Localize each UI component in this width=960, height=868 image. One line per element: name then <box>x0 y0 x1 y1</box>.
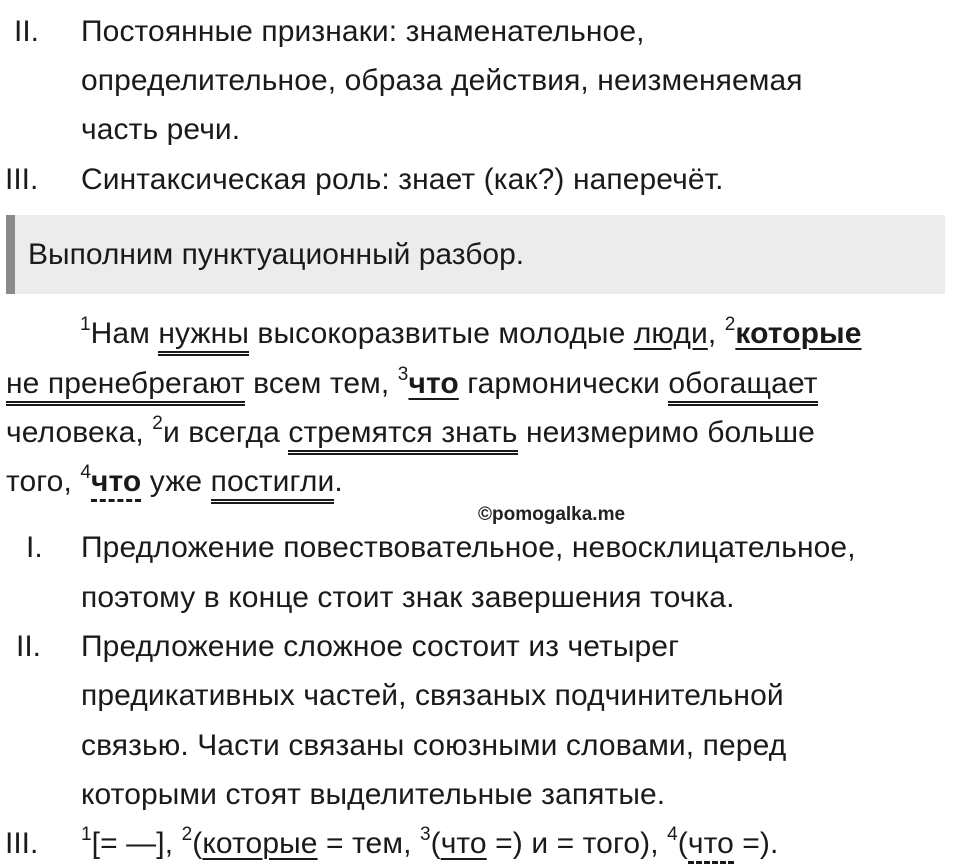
part-index: 2 <box>724 314 736 335</box>
callout-text: Выполним пунктуационный разбор. <box>28 238 525 271</box>
text-line: Постоянные признаки: знаменательное, <box>81 15 645 48</box>
sentence-line <box>6 364 818 404</box>
part-index: 2 <box>181 824 193 845</box>
part-index: 2 <box>152 413 163 434</box>
word: того, <box>6 465 81 498</box>
word: , <box>707 317 725 350</box>
part-index: 3 <box>419 824 431 845</box>
text-line: которыми стоят выделительные запятые. <box>81 778 666 811</box>
scheme-line <box>81 824 778 864</box>
part-index: 4 <box>80 462 91 483</box>
predicate-word: обогащает <box>668 367 817 406</box>
text-line: Синтаксическая роль: знает (как?) наперечёт. <box>81 163 724 196</box>
scheme-conjunctive-word: что <box>440 827 487 860</box>
conjunctive-word: что <box>91 465 141 502</box>
list-number: III. <box>5 163 39 196</box>
scheme-part: = тем, <box>317 827 420 860</box>
subject-word: люди <box>633 317 708 350</box>
list-number: II. <box>14 15 40 48</box>
predicate-word: нужны <box>158 317 249 356</box>
scheme-part: [= —], <box>91 827 182 860</box>
word: высокоразвитые молодые <box>249 317 634 350</box>
part-index: 3 <box>397 364 409 385</box>
scheme-part: ( <box>430 827 441 860</box>
word: всем тем, <box>244 367 398 400</box>
sentence-line <box>6 462 343 502</box>
part-index: 1 <box>80 314 91 335</box>
watermark: ©pomogalka.me <box>478 504 626 525</box>
list-number: I. <box>26 531 43 564</box>
text-line: предикативных частей, связаных подчинительной <box>81 679 784 712</box>
scheme-conjunctive-word: что <box>688 827 734 864</box>
word: гармонически <box>458 367 669 400</box>
conjunctive-word: которые <box>735 317 862 350</box>
text-line: поэтому в конце стоит знак завершения точка. <box>81 581 735 614</box>
conjunctive-word: что <box>408 367 459 400</box>
text-line: Предложение повествовательное, невосклицательное, <box>81 531 856 564</box>
scheme-part: ( <box>677 827 688 860</box>
text-line: Предложение сложное состоит из четырег <box>81 630 680 663</box>
sentence-line <box>6 413 815 453</box>
text-line: часть речи. <box>81 113 241 146</box>
word: Нам <box>90 317 159 350</box>
callout-box <box>6 215 945 294</box>
part-index: 4 <box>667 824 678 845</box>
text-line: связью. Части связаны союзными словами, перед <box>81 729 787 762</box>
sentence-line <box>80 314 862 354</box>
word: неизмеримо больше <box>517 416 815 449</box>
list-number: III. <box>5 827 39 860</box>
scheme-part: =). <box>733 827 779 860</box>
scheme-conjunctive-word: которые <box>202 827 318 860</box>
scheme-part: ( <box>192 827 203 860</box>
word: человека, <box>6 416 153 449</box>
predicate-word: постигли <box>211 465 335 504</box>
predicate-word: стремятся знать <box>288 416 517 455</box>
part-index: 1 <box>81 824 92 845</box>
word: . <box>334 465 343 498</box>
word: и всегда <box>162 416 289 449</box>
text-line: определительное, образа действия, неизменяемая <box>81 64 803 97</box>
word: уже <box>141 465 211 498</box>
predicate-word: не пренебрегают <box>6 367 245 406</box>
scheme-part: =) и = того), <box>486 827 668 860</box>
list-number: II. <box>16 630 42 663</box>
